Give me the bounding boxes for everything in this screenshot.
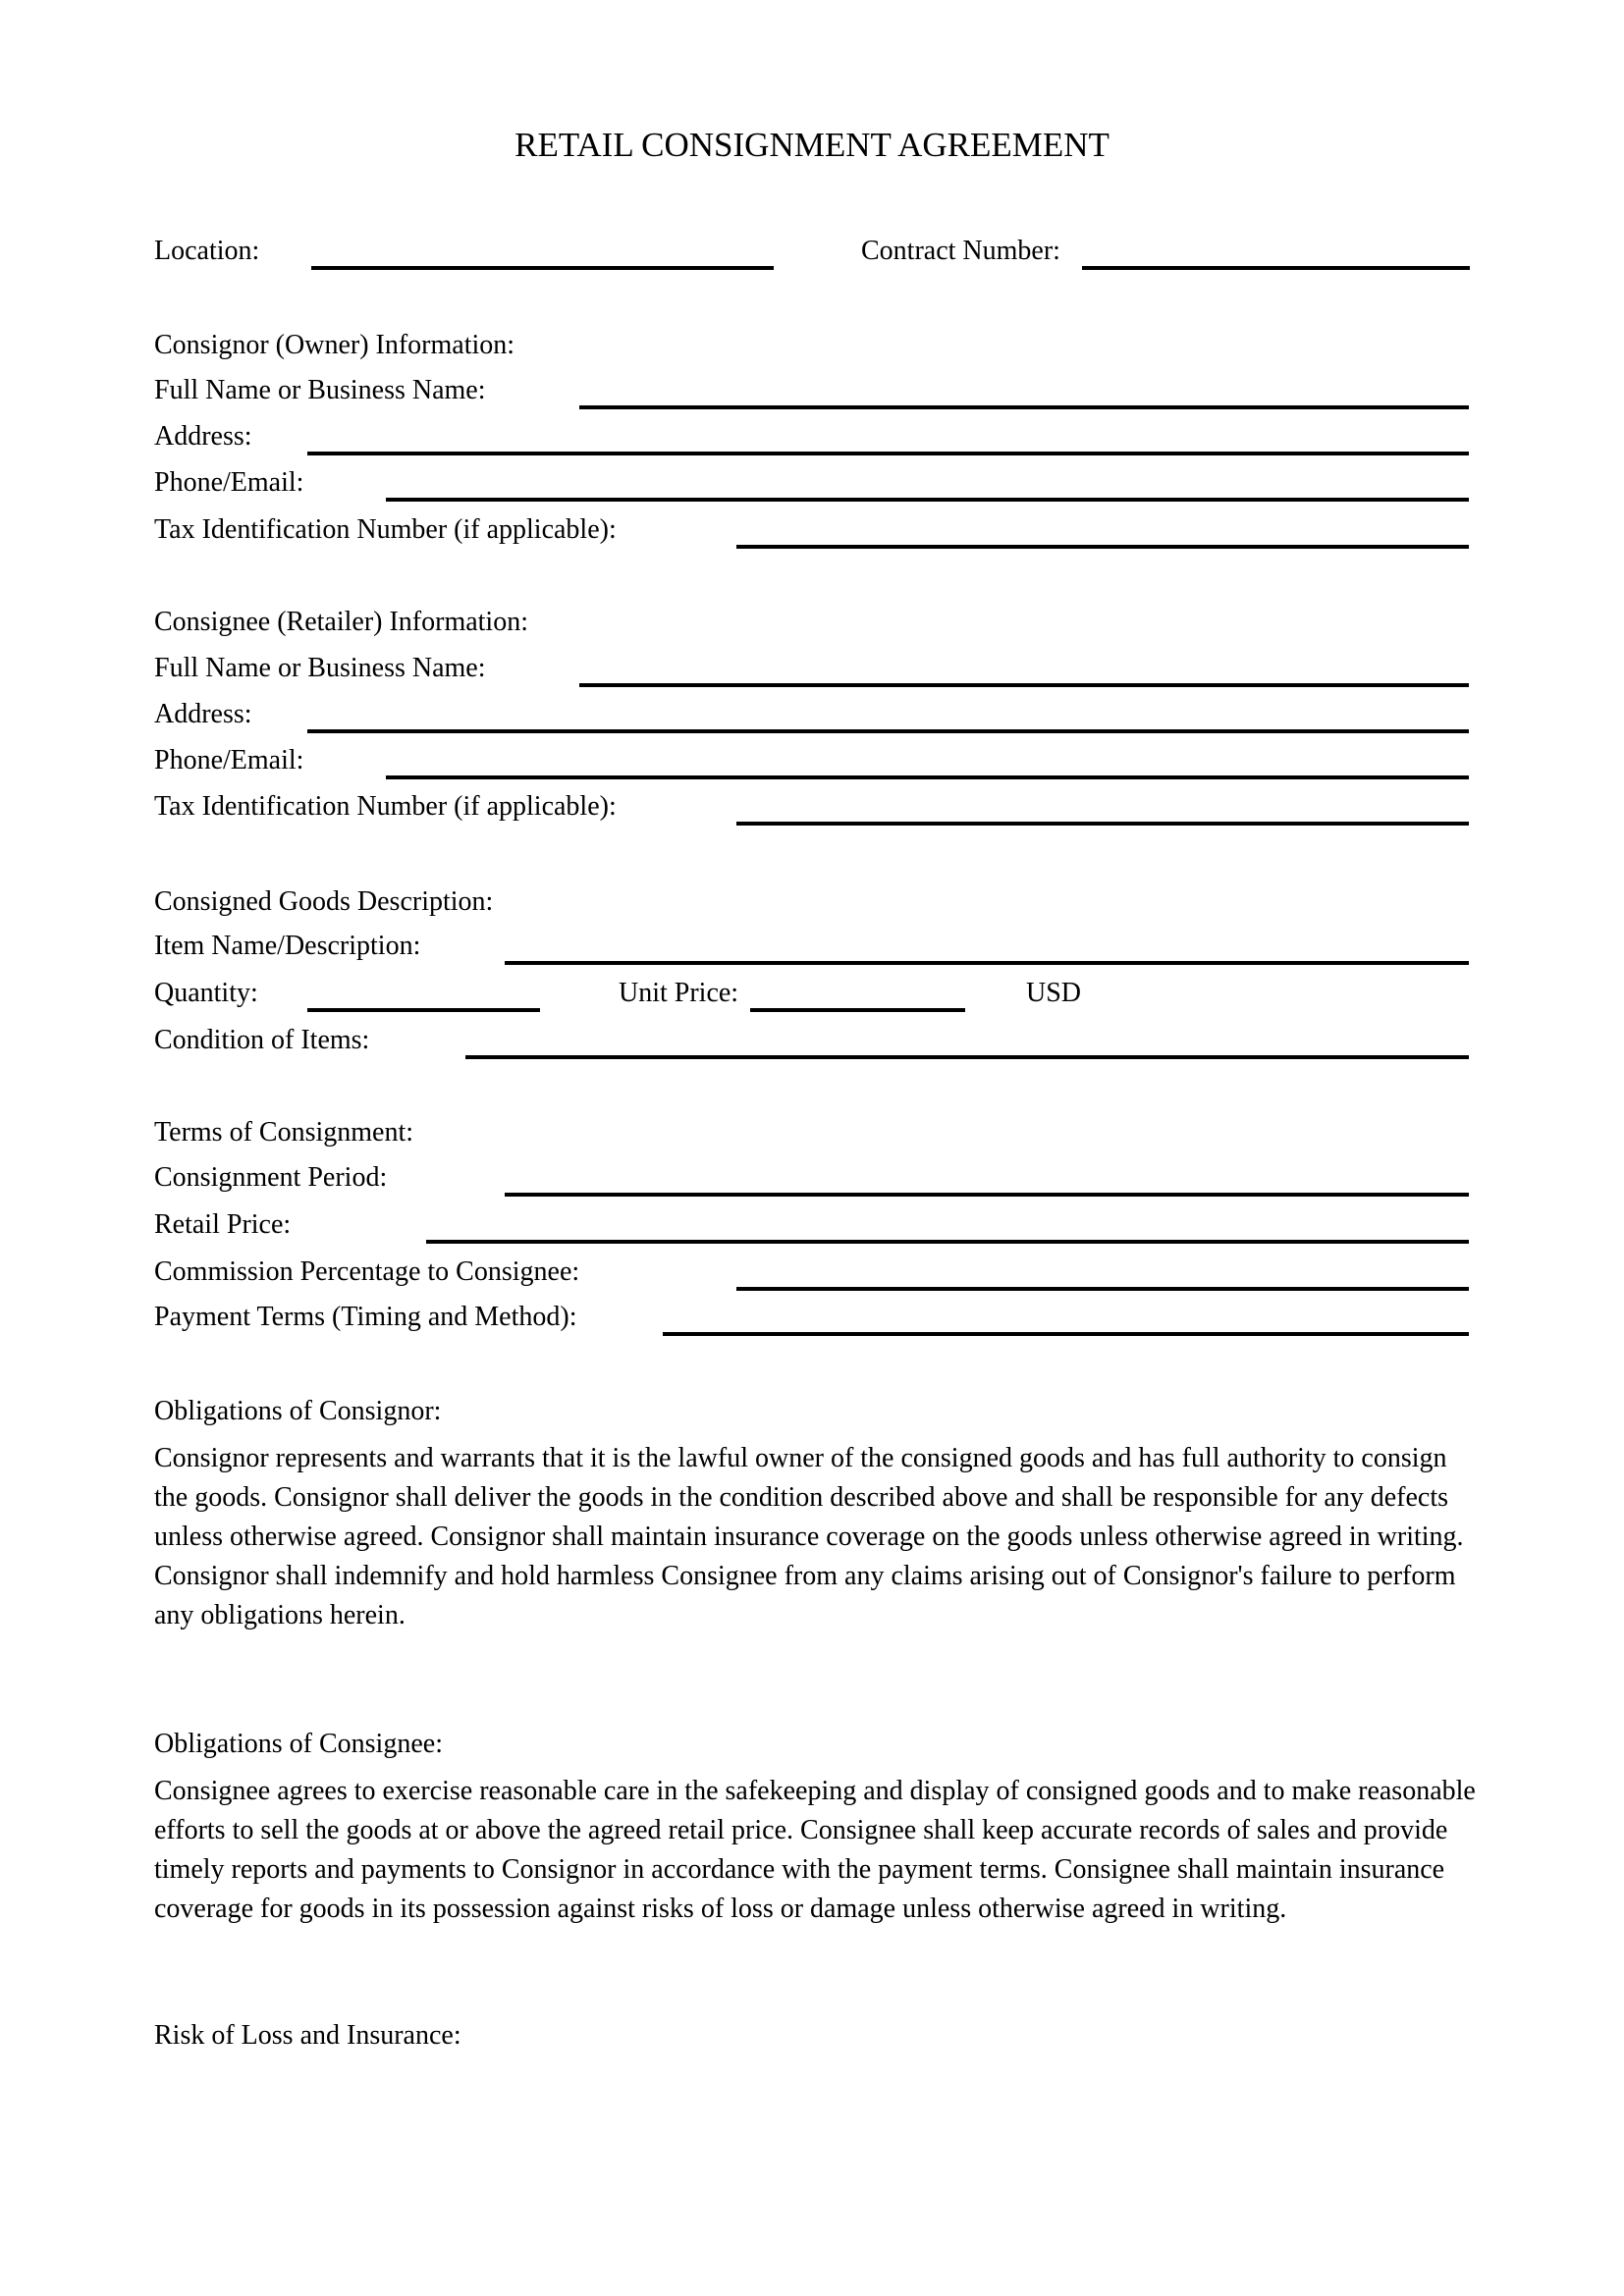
contract-number-blank-line[interactable] <box>1082 266 1470 270</box>
obligations-consignor-body: Consignor represents and warrants that it is the lawful owner of the consigned goods and has full authority to consign the goods. Consignor shall deliver the goods in the condition described above and shall be responsible for any defects unless otherwise agreed. Consignor shall maintain insurance coverage on the goods unless otherwise agreed in writing. Consignor shall indemnify and hold harmless Consignee from any claims arising out of Consignor's failure to perform any obligations herein. <box>154 1443 1464 1630</box>
consignee-full-name-row <box>0 651 1624 688</box>
consignment-period-row <box>0 1160 1624 1198</box>
consignee-phone-email-label: Phone/Email: <box>154 745 304 775</box>
consignor-full-name-label: Full Name or Business Name: <box>154 375 486 405</box>
consignment-period-label: Consignment Period: <box>154 1162 388 1193</box>
consignee-tax-id-label: Tax Identification Number (if applicable): <box>154 791 617 822</box>
obligations-consignee-body: Consignee agrees to exercise reasonable care in the safekeeping and display of consigned goods and to make reasonable efforts to sell the goods at or above the agreed retail price. Consignee shall keep accurate records of sales and provide timely reports and payments to Consignor in accordance with the payment terms. Consignee shall maintain insurance coverage for goods in its possession against risks of loss or damage unless otherwise agreed in writing. <box>154 1776 1476 1924</box>
commission-label: Commission Percentage to Consignee: <box>154 1256 580 1287</box>
payment-terms-blank-line[interactable] <box>663 1332 1469 1336</box>
unit-price-label: Unit Price: <box>619 978 739 1008</box>
payment-terms-label: Payment Terms (Timing and Method): <box>154 1302 577 1332</box>
unit-price-blank-line[interactable] <box>750 1008 965 1012</box>
location-label: Location: <box>154 236 260 266</box>
consignor-section-heading: Consignor (Owner) Information: <box>154 330 515 360</box>
item-name-label: Item Name/Description: <box>154 931 421 961</box>
consignor-phone-email-blank-line[interactable] <box>386 498 1469 502</box>
consignor-tax-id-blank-line[interactable] <box>736 545 1469 549</box>
consignee-tax-id-blank-line[interactable] <box>736 822 1469 826</box>
obligations-consignee-heading: Obligations of Consignee: <box>154 1729 443 1759</box>
terms-section-heading: Terms of Consignment: <box>154 1117 414 1148</box>
condition-label: Condition of Items: <box>154 1025 370 1055</box>
retail-price-row <box>0 1207 1624 1245</box>
consignee-section-heading: Consignee (Retailer) Information: <box>154 607 528 637</box>
currency-usd-label: USD <box>1026 978 1082 1008</box>
consignor-address-label: Address: <box>154 421 252 452</box>
commission-blank-line[interactable] <box>736 1287 1469 1291</box>
condition-blank-line[interactable] <box>465 1055 1469 1059</box>
consignee-address-row <box>0 697 1624 734</box>
quantity-unit-price-row <box>0 976 1624 1013</box>
document-title: RETAIL CONSIGNMENT AGREEMENT <box>514 126 1110 164</box>
payment-terms-row <box>0 1300 1624 1337</box>
item-name-row <box>0 929 1624 966</box>
consignor-tax-id-row <box>0 512 1624 550</box>
item-name-blank-line[interactable] <box>505 961 1469 965</box>
goods-section-heading: Consigned Goods Description: <box>154 886 494 917</box>
consignor-full-name-row <box>0 373 1624 410</box>
consignee-address-label: Address: <box>154 699 252 729</box>
obligations-consignor-heading: Obligations of Consignor: <box>154 1396 442 1426</box>
commission-row <box>0 1255 1624 1292</box>
retail-price-label: Retail Price: <box>154 1209 292 1240</box>
consignee-phone-email-row <box>0 743 1624 780</box>
consignor-tax-id-label: Tax Identification Number (if applicable): <box>154 514 617 545</box>
header-row <box>0 234 1624 271</box>
contract-number-label: Contract Number: <box>861 236 1060 266</box>
consignee-tax-id-row <box>0 789 1624 827</box>
consignor-phone-email-label: Phone/Email: <box>154 467 304 498</box>
consignee-phone-email-blank-line[interactable] <box>386 775 1469 779</box>
consignor-address-row <box>0 419 1624 456</box>
consignment-period-blank-line[interactable] <box>505 1193 1469 1197</box>
quantity-blank-line[interactable] <box>307 1008 540 1012</box>
consignor-phone-email-row <box>0 465 1624 503</box>
consignor-full-name-blank-line[interactable] <box>579 405 1469 409</box>
quantity-label: Quantity: <box>154 978 258 1008</box>
retail-price-blank-line[interactable] <box>426 1240 1469 1244</box>
consignor-address-blank-line[interactable] <box>307 452 1469 455</box>
consignee-full-name-blank-line[interactable] <box>579 683 1469 687</box>
condition-row <box>0 1023 1624 1060</box>
risk-of-loss-heading: Risk of Loss and Insurance: <box>154 2020 461 2051</box>
consignee-address-blank-line[interactable] <box>307 729 1469 733</box>
location-blank-line[interactable] <box>311 266 774 270</box>
consignee-full-name-label: Full Name or Business Name: <box>154 653 486 683</box>
